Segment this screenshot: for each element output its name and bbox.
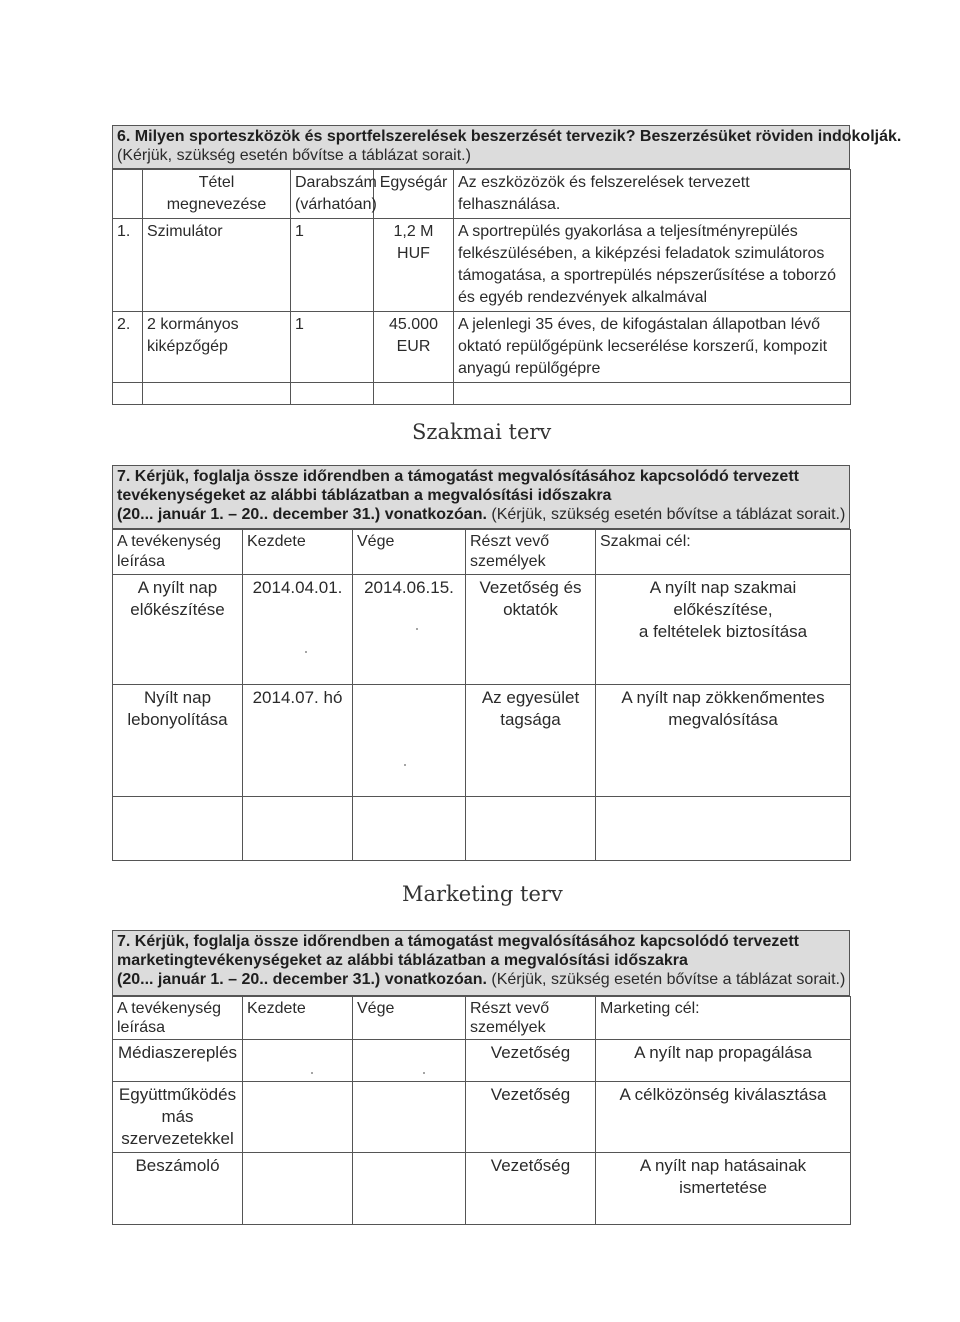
header-cell-start: Kezdete: [243, 997, 353, 1040]
question-7-szakmai-note: (Kérjük, szükség esetén bővítse a táblázat sorait.): [486, 506, 846, 523]
table-row: [113, 1040, 851, 1082]
header-cell-quantity: Darabszám (várhatóan): [291, 170, 374, 219]
activity-participants: Vezetőség: [466, 1153, 596, 1225]
table-header-row: [113, 170, 851, 219]
question-7-marketing-period: (20... január 1. – 20.. december 31.) vonatkozóan.: [117, 971, 487, 988]
activity-description: Médiaszereplés: [113, 1040, 243, 1082]
header-cell-participants: Részt vevő személyek: [466, 997, 596, 1040]
header-cell-activity: A tevékenység leírása: [113, 530, 243, 575]
table-row-empty: [113, 797, 851, 861]
scan-speck: [404, 764, 406, 766]
header-cell-activity: A tevékenység leírása: [113, 997, 243, 1040]
header-cell-goal: Marketing cél:: [596, 997, 851, 1040]
item-usage: A sportrepülés gyakorlása a teljesítményrepülés felkészülésében, a kiképzési feladatok szimulátoros támogatása, a sportrepülés népszerűsítése a toborzó és egyéb rendezvények alkalmával: [454, 219, 851, 312]
header-cell-goal: Szakmai cél:: [596, 530, 851, 575]
header-cell-end: Vége: [353, 997, 466, 1040]
table-row: [113, 219, 851, 312]
item-name: Szimulátor: [143, 219, 291, 312]
question-7-marketing-note: (Kérjük, szükség esetén bővítse a táblázat sorait.): [486, 971, 846, 988]
item-usage: A jelenlegi 35 éves, de kifogástalan állapotban lévő oktató repülőgépünk lecserélése korszerű, kompozit anyagú repülőgépre: [454, 312, 851, 383]
activity-description: Nyílt nap lebonyolítása: [113, 685, 243, 797]
item-price: 45.000 EUR: [374, 312, 454, 383]
header-cell-participants: Részt vevő személyek: [466, 530, 596, 575]
activity-participants: Vezetőség és oktatók: [466, 575, 596, 685]
table-row: [113, 1082, 851, 1153]
question-6-line2: (Kérjük, szükség esetén bővítse a táblázat sorait.): [117, 147, 471, 164]
activity-goal: A célközönség kiválasztása: [596, 1082, 851, 1153]
question-7-szakmai-period: (20... január 1. – 20.. december 31.) vonatkozóan.: [117, 506, 487, 523]
section-title-marketing: Marketing terv: [402, 882, 563, 906]
header-cell-item-name: Tétel megnevezése: [143, 170, 291, 219]
scan-speck: [416, 628, 418, 630]
table-row: [113, 1153, 851, 1225]
item-quantity: 1: [291, 312, 374, 383]
activity-start: [243, 1082, 353, 1153]
table-header-row: [113, 530, 851, 575]
activity-start: 2014.07. hó: [243, 685, 353, 797]
item-name: 2 kormányos kiképzőgép: [143, 312, 291, 383]
section-title-szakmai: Szakmai terv: [412, 420, 552, 444]
table-header-row: [113, 997, 851, 1040]
activity-participants: Vezetőség: [466, 1082, 596, 1153]
table-row: [113, 575, 851, 685]
activity-end: [353, 685, 466, 797]
item-quantity: 1: [291, 219, 374, 312]
activity-goal: A nyílt nap zökkenőmentes megvalósítása: [596, 685, 851, 797]
activity-end: [353, 1082, 466, 1153]
activity-goal: A nyílt nap szakmai előkészítése, a feltételek biztosítása: [596, 575, 851, 685]
question-7-szakmai-line2: tevékenységeket az alábbi táblázatban a megvalósítási időszakra: [117, 487, 612, 504]
activity-participants: Vezetőség: [466, 1040, 596, 1082]
activity-goal: A nyílt nap hatásainak ismertetése: [596, 1153, 851, 1225]
question-7-marketing-line2: marketingtevékenységeket az alábbi táblázatban a megvalósítási időszakra: [117, 952, 688, 969]
header-cell-end: Vége: [353, 530, 466, 575]
activity-participants: Az egyesület tagsága: [466, 685, 596, 797]
scan-speck: [305, 651, 307, 653]
activity-start: [243, 1040, 353, 1082]
activity-end: [353, 1153, 466, 1225]
activity-start: 2014.04.01.: [243, 575, 353, 685]
item-price: 1,2 M HUF: [374, 219, 454, 312]
header-cell-number: [113, 170, 143, 219]
question-6-box: [112, 125, 902, 169]
activity-description: A nyílt nap előkészítése: [113, 575, 243, 685]
question-7-marketing-box: [112, 930, 850, 996]
szakmai-activity-table: [112, 529, 851, 861]
scan-speck: [423, 1072, 425, 1074]
question-6-line1: 6. Milyen sporteszközök és sportfelszerelések beszerzését tervezik? Beszerzésüket röviden indokolják.: [117, 128, 902, 145]
activity-end: [353, 1040, 466, 1082]
marketing-activity-table: [112, 996, 851, 1225]
question-7-marketing-line1: 7. Kérjük, foglalja össze időrendben a támogatást megvalósításához kapcsolódó tervezett: [117, 933, 799, 950]
activity-end: 2014.06.15.: [353, 575, 466, 685]
question-7-szakmai-line1: 7. Kérjük, foglalja össze időrendben a támogatást megvalósításához kapcsolódó tervezett: [117, 468, 799, 485]
header-cell-usage: Az eszközözök és felszerelések tervezett felhasználása.: [454, 170, 851, 219]
table-row: [113, 685, 851, 797]
row-number: 2.: [113, 312, 143, 383]
header-cell-unit-price: Egységár: [374, 170, 454, 219]
header-cell-start: Kezdete: [243, 530, 353, 575]
question-7-szakmai-box: [112, 465, 850, 529]
activity-goal: A nyílt nap propagálása: [596, 1040, 851, 1082]
table-row: [113, 312, 851, 383]
scan-speck: [311, 1072, 313, 1074]
equipment-table: [112, 169, 851, 405]
table-row-empty: [113, 383, 851, 405]
row-number: 1.: [113, 219, 143, 312]
activity-description: Beszámoló: [113, 1153, 243, 1225]
activity-start: [243, 1153, 353, 1225]
activity-description: Együttműködés más szervezetekkel: [113, 1082, 243, 1153]
